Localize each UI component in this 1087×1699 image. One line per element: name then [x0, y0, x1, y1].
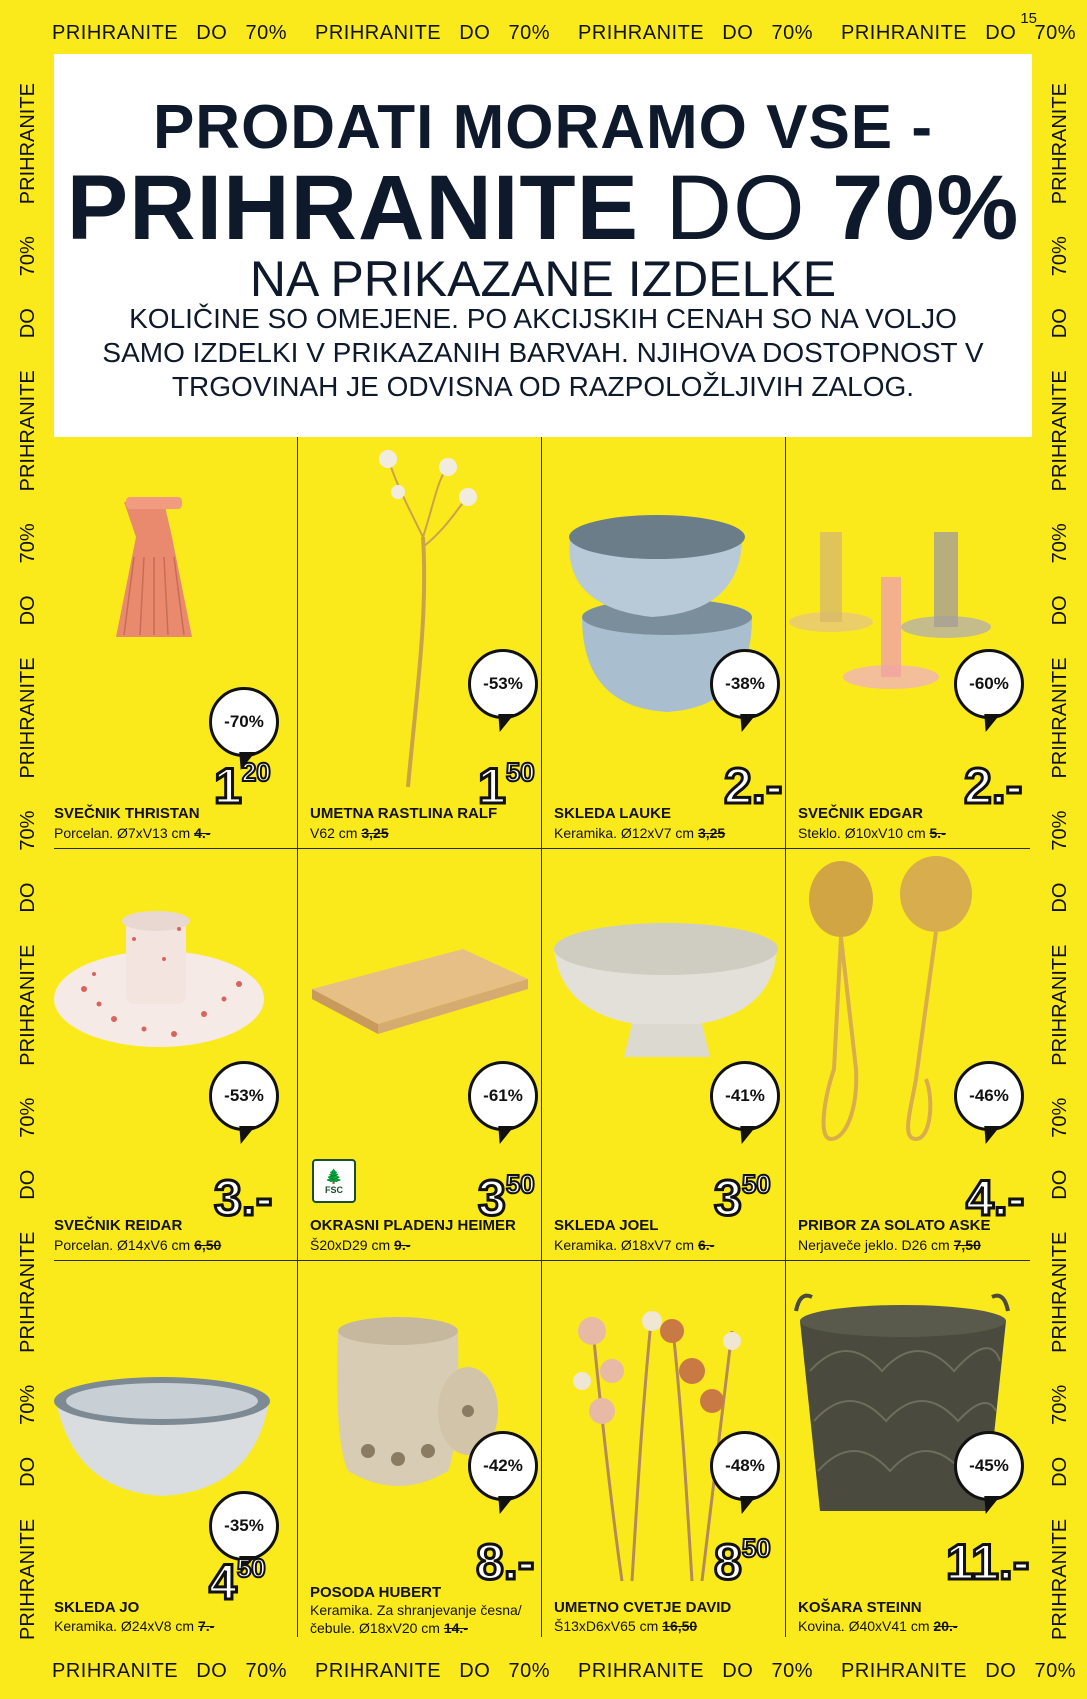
product-card[interactable] — [542, 849, 786, 1261]
product-desc: Keramika. Ø12xV7 cm 3,25 — [554, 825, 726, 841]
discount-badge: -53% — [209, 1061, 279, 1131]
price: 8.- — [476, 1534, 535, 1590]
top-strip — [0, 8, 1087, 58]
price: $4^{50}$ — [209, 1553, 266, 1610]
product-card[interactable] — [298, 849, 542, 1261]
product-name: SKLEDA LAUKE — [554, 805, 671, 822]
product-card[interactable] — [54, 437, 298, 849]
discount-badge: -48% — [710, 1431, 780, 1501]
strip-text: PRIHRANITE DO 70% — [315, 1659, 550, 1682]
left-strip: PRIHRANITE DO 70% PRIHRANITE DO 70% PRIHRANITE DO 70% PRIHRANITE DO 70% PRIHRANITE DO 70% PRIHRANITE — [16, 83, 39, 1640]
availability-note: KOLIČINE SO OMEJENE. PO AKCIJSKIH CENAH SO NA VOLJO SAMO IZDELKI V PRIKAZANIH BARVAH. NJIHOVA DOSTOPNOST V TRGOVINAH JE ODVISNA OD RAZPOLOŽLJIVIH ZALOG. — [102, 303, 984, 402]
product-card[interactable] — [298, 437, 542, 849]
product-name: UMETNO CVETJE DAVID — [554, 1599, 732, 1616]
product-desc: Porcelan. Ø14xV6 cm 6,50 — [54, 1237, 222, 1253]
price: 2.- — [964, 758, 1023, 814]
headline-line1: PRODATI MORAMO VSE - — [152, 93, 934, 162]
discount-badge: -41% — [710, 1061, 780, 1131]
product-card[interactable] — [786, 1261, 1030, 1637]
price: $3^{50}$ — [478, 1169, 535, 1226]
product-card[interactable] — [54, 849, 298, 1261]
discount-badge: -53% — [468, 649, 538, 719]
price: 3.- — [214, 1170, 273, 1226]
product-card[interactable] — [542, 437, 786, 849]
strip-text: PRIHRANITE DO 70% — [841, 21, 1076, 44]
product-name: POSODA HUBERT — [310, 1584, 442, 1601]
product-name: KOŠARA STEINN — [798, 1599, 922, 1616]
headline-line3: NA PRIKAZANE IZDELKE — [249, 251, 837, 307]
product-desc: Keramika. Ø24xV8 cm 7.- — [54, 1618, 215, 1634]
product-name: PRIBOR ZA SOLATO ASKE — [798, 1217, 991, 1234]
product-name: SVEČNIK THRISTAN — [54, 805, 200, 822]
fsc-logo-icon: 🌲 FSC — [312, 1159, 356, 1203]
strip-text: PRIHRANITE DO 70% — [315, 21, 550, 44]
product-desc: Š13xD6xV65 cm 16,50 — [554, 1618, 698, 1634]
product-card[interactable] — [298, 1261, 542, 1637]
product-desc: Š20xD29 cm 9.- — [310, 1237, 411, 1253]
price: $3^{50}$ — [714, 1169, 771, 1226]
product-card[interactable] — [542, 1261, 786, 1637]
product-card[interactable] — [786, 849, 1030, 1261]
product-desc: Nerjaveče jeklo. D26 cm 7,50 — [798, 1237, 981, 1253]
headline-banner — [54, 54, 1032, 437]
discount-badge: -46% — [954, 1061, 1024, 1131]
product-desc: Porcelan. Ø7xV13 cm 4.- — [54, 825, 211, 841]
product-grid — [54, 437, 1032, 1637]
page-number: 15 — [1020, 10, 1037, 27]
price: 11.- — [946, 1534, 1030, 1590]
headline-line2: PRIHRANITE DO 70% — [66, 157, 1020, 259]
product-name: SKLEDA JO — [54, 1599, 140, 1616]
discount-badge: -42% — [468, 1431, 538, 1501]
discount-badge: -45% — [954, 1431, 1024, 1501]
discount-badge: -61% — [468, 1061, 538, 1131]
product-desc: Steklo. Ø10xV10 cm 5.- — [798, 825, 946, 841]
product-name: SKLEDA JOEL — [554, 1217, 659, 1234]
product-name: OKRASNI PLADENJ HEIMER — [310, 1217, 516, 1234]
product-desc: V62 cm 3,25 — [310, 825, 389, 841]
price: 4.- — [966, 1170, 1025, 1226]
product-name: UMETNA RASTLINA RALF — [310, 805, 498, 822]
strip-text: PRIHRANITE DO 70% — [52, 21, 287, 44]
right-strip: PRIHRANITE DO 70% PRIHRANITE DO 70% PRIHRANITE DO 70% PRIHRANITE DO 70% PRIHRANITE DO 70% PRIHRANITE — [1048, 83, 1071, 1640]
price: $8^{50}$ — [714, 1533, 771, 1590]
discount-badge: -38% — [710, 649, 780, 719]
product-desc: Kovina. Ø40xV41 cm 20.- — [798, 1618, 958, 1634]
product-name: SVEČNIK REIDAR — [54, 1217, 183, 1234]
discount-badge: -60% — [954, 649, 1024, 719]
product-card[interactable] — [786, 437, 1030, 849]
strip-text: PRIHRANITE DO 70% — [52, 1659, 287, 1682]
strip-text: PRIHRANITE DO 70% — [578, 21, 813, 44]
strip-text: PRIHRANITE DO 70% — [578, 1659, 813, 1682]
bottom-strip — [0, 1646, 1087, 1696]
discount-badge: -70% — [209, 687, 279, 757]
product-desc: Keramika. Ø18xV7 cm 6.- — [554, 1237, 715, 1253]
product-desc: Keramika. Za shranjevanje česna/ čebule. Ø18xV20 cm 14.- — [310, 1602, 522, 1636]
strip-text: PRIHRANITE DO 70% — [841, 1659, 1076, 1682]
discount-badge: -35% — [209, 1491, 279, 1561]
product-name: SVEČNIK EDGAR — [798, 805, 924, 822]
product-card[interactable] — [54, 1261, 298, 1637]
price: 2.- — [724, 758, 783, 814]
price: $1^{20}$ — [214, 757, 271, 814]
price: $1^{50}$ — [478, 757, 535, 814]
